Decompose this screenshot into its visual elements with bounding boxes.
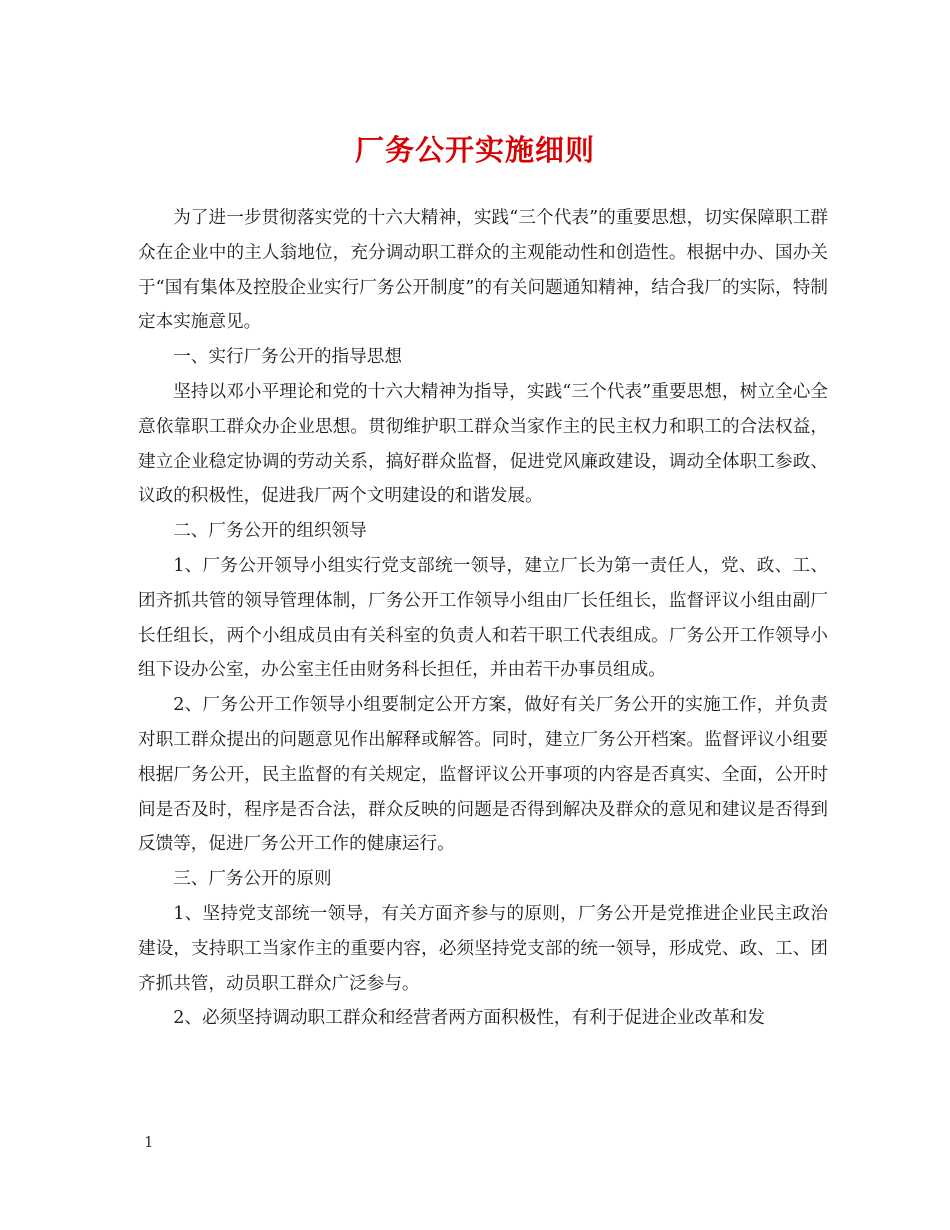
paragraph-organization-2: 2、厂务公开工作领导小组要制定公开方案，做好有关厂务公开的实施工作，并负责对职工群众提出的问题意见作出解释或解答。同时，建立厂务公开档案。监督评议小组要根据厂务公开，民主监督的有关规定，监督评议公开事项的内容是否真实、全面，公开时间是否及时，程序是否合法，群众反映的问题是否得到解决及群众的意见和建议是否得到反馈等，促进厂务公开工作的健康运行。 [138,695,828,855]
paragraph-organization-1: 1、厂务公开领导小组实行党支部统一领导，建立厂长为第一责任人，党、政、工、团齐抓共管的领导管理体制，厂务公开工作领导小组由厂长任组长，监督评议小组由副厂长任组长，两个小组成员由有关科室的负责人和若干职工代表组成。厂务公开工作领导小组下设办公室，办公室主任由财务科长担任，并由若干办事员组成。 [138,555,828,681]
page-number: 1 [144,1133,154,1151]
document-body [138,201,828,1036]
section-heading-principles: 三、厂务公开的原则 [173,869,332,890]
section-heading-organization: 二、厂务公开的组织领导 [173,521,367,542]
document-title: 厂务公开实施细则 [354,133,595,167]
section-heading-guiding-ideology: 一、实行厂务公开的指导思想 [173,347,402,368]
paragraph-principles-1: 1、坚持党支部统一领导，有关方面齐参与的原则，厂务公开是党推进企业民主政治建设，支持职工当家作主的重要内容，必须坚持党支部的统一领导，形成党、政、工、团齐抓共管，动员职工群众广泛参与。 [138,903,828,994]
intro-paragraph: 为了进一步贯彻落实党的十六大精神，实践“三个代表”的重要思想，切实保障职工群众在企业中的主人翁地位，充分调动职工群众的主观能动性和创造性。根据中办、国办关于“国有集体及控股企业实行厂务公开制度”的有关问题通知精神，结合我厂的实际，特制定本实施意见。 [138,208,828,333]
paragraph-principles-2: 2、必须坚持调动职工群众和经营者两方面积极性，有利于促进企业改革和发 [173,1008,765,1029]
paragraph-guiding-ideology: 坚持以邓小平理论和党的十六大精神为指导，实践“三个代表”重要思想，树立全心全意依靠职工群众办企业思想。贯彻维护职工群众当家作主的民主权力和职工的合法权益，建立企业稳定协调的劳动关系，搞好群众监督，促进党风廉政建设，调动全体职工参政、议政的积极性，促进我厂两个文明建设的和谐发展。 [138,381,828,507]
